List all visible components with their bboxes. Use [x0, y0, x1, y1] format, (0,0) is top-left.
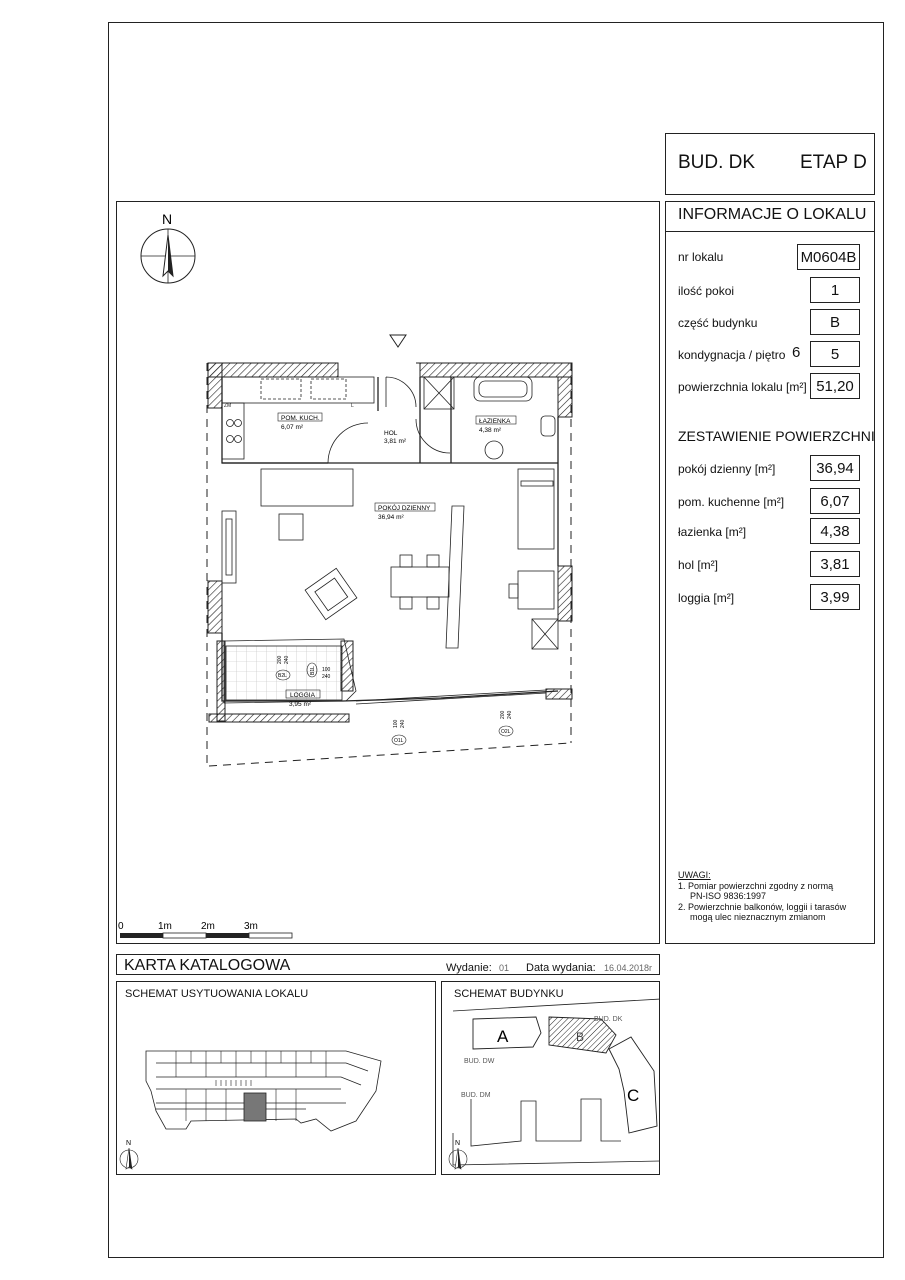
building-b-label: B — [576, 1030, 585, 1044]
living-furniture — [222, 469, 558, 649]
building-dk-label: BUD. DK — [594, 1016, 623, 1023]
unit-highlight — [244, 1093, 266, 1121]
building-a — [473, 1017, 541, 1049]
window-b2l-dim1: 200 — [277, 655, 283, 664]
footer-title: KARTA KATALOGOWA — [124, 957, 291, 974]
summary-value-bathroom: 4,38 — [810, 518, 860, 544]
window-b2l-dim2: 240 — [284, 655, 290, 664]
window-o1l-dim2: 240 — [400, 719, 406, 728]
summary-value-kitchen: 6,07 — [810, 488, 860, 514]
window-b1l-dim1: 100 — [322, 667, 331, 673]
room-label-bathroom — [476, 416, 516, 434]
living-name: POKÓJ DZIENNY — [378, 505, 431, 512]
scale-1m: 1m — [158, 921, 172, 932]
info-label-area: powierzchnia lokalu [m²] — [678, 380, 807, 394]
location-north-icon — [120, 1140, 138, 1169]
room-label-kitchen — [278, 413, 322, 431]
location-schema-drawing — [116, 981, 436, 1175]
bathroom-name: ŁAZIENKA — [479, 418, 511, 425]
window-o2l-id: O2L — [501, 729, 511, 735]
info-label-part: część budynku — [678, 316, 758, 330]
hall-name: HOL — [384, 430, 398, 437]
scale-2m: 2m — [201, 921, 215, 932]
summary-value-living: 36,94 — [810, 455, 860, 481]
info-label-floor: kondygnacja / piętro — [678, 348, 786, 362]
window-o2l-dim2: 240 — [507, 710, 513, 719]
edition-label: Wydanie: — [446, 962, 492, 974]
info-value-area: 51,20 — [810, 373, 860, 399]
summary-label-loggia: loggia [m²] — [678, 591, 735, 605]
window-b2l-id: B2L — [278, 673, 287, 679]
kitchen-mark-l: L — [351, 403, 354, 409]
building-dm-label: BUD. DM — [461, 1092, 491, 1099]
info-label-unit: nr lokalu — [678, 250, 724, 264]
stage-code: ETAP D — [800, 152, 867, 173]
entrance-marker-icon — [390, 335, 406, 347]
notes-line-4: mogą ulec nieznacznym zmianom — [690, 912, 826, 922]
notes-line-1: 1. Pomiar powierzchni zgodny z normą — [678, 880, 834, 891]
room-label-living — [375, 503, 435, 521]
building-schema-drawing — [441, 981, 660, 1175]
building-c — [609, 1037, 657, 1133]
summary-title: ZESTAWIENIE POWIERZCHNI — [678, 428, 875, 444]
info-value-floor: 5 — [810, 341, 860, 367]
outline-dashes — [207, 363, 571, 766]
notes — [678, 870, 846, 923]
loggia-area: 3,95 m² — [289, 701, 312, 708]
window-b1l-id: B1L — [310, 666, 316, 675]
summary-value-hall: 3,81 — [810, 551, 860, 577]
room-label-hall — [384, 430, 407, 445]
info-value-part: B — [810, 309, 860, 335]
window-tag-o2l — [499, 710, 513, 736]
building-c-label: C — [627, 1086, 640, 1105]
edition-value: 01 — [499, 963, 510, 973]
kitchen-name: POM. KUCH. — [281, 415, 320, 422]
summary-label-living: pokój dzienny [m²] — [678, 462, 776, 476]
window-o1l-id: O1L — [394, 738, 404, 744]
location-north-label: N — [126, 1140, 132, 1147]
hall-area: 3,81 m² — [384, 438, 407, 445]
notes-line-2: PN-ISO 9836:1997 — [690, 891, 767, 901]
notes-line-3: 2. Powierzchnie balkonów, loggii i tarasów — [678, 901, 847, 912]
kitchen-mark-zm: ZM — [224, 403, 232, 409]
kitchen-area: 6,07 m² — [281, 424, 304, 431]
info-value-rooms: 1 — [810, 277, 860, 303]
building-a-label: A — [497, 1027, 509, 1046]
building-schema-title: SCHEMAT BUDYNKU — [454, 988, 564, 1000]
location-schema-title: SCHEMAT USYTUOWANIA LOKALU — [125, 988, 309, 1000]
info-value-storey: 6 — [792, 344, 801, 361]
building-north-label: N — [455, 1140, 461, 1147]
plan-north-label: N — [162, 211, 173, 227]
loggia-name: LOGGIA — [290, 692, 315, 699]
window-tag-o1l — [392, 719, 406, 745]
window-o2l-dim1: 200 — [500, 710, 506, 719]
summary-value-loggia: 3,99 — [810, 584, 860, 610]
scale-bar — [118, 921, 292, 938]
info-title-rule — [665, 231, 875, 232]
summary-label-kitchen: pom. kuchenne [m²] — [678, 495, 785, 509]
date-value: 16.04.2018r — [604, 963, 653, 973]
north-arrow-icon — [141, 211, 195, 283]
info-title: INFORMACJE O LOKALU — [678, 206, 867, 223]
bathroom-area: 4,38 m² — [479, 427, 502, 434]
scale-3m: 3m — [244, 921, 258, 932]
summary-label-hall: hol [m²] — [678, 558, 719, 572]
header-box — [665, 133, 875, 195]
date-label: Data wydania: — [526, 962, 596, 974]
info-value-unit: M0604B — [797, 244, 860, 270]
window-b1l-dim2: 240 — [322, 674, 331, 680]
building-dw-label: BUD. DW — [464, 1058, 495, 1065]
floor-plan — [116, 201, 660, 944]
notes-title: UWAGI: — [678, 870, 711, 880]
window-o1l-dim1: 100 — [393, 719, 399, 728]
info-label-rooms: ilość pokoi — [678, 284, 735, 298]
scale-0: 0 — [118, 921, 124, 932]
living-area: 36,94 m² — [378, 514, 404, 521]
summary-label-bathroom: łazienka [m²] — [678, 525, 747, 539]
building-code: BUD. DK — [678, 152, 756, 173]
